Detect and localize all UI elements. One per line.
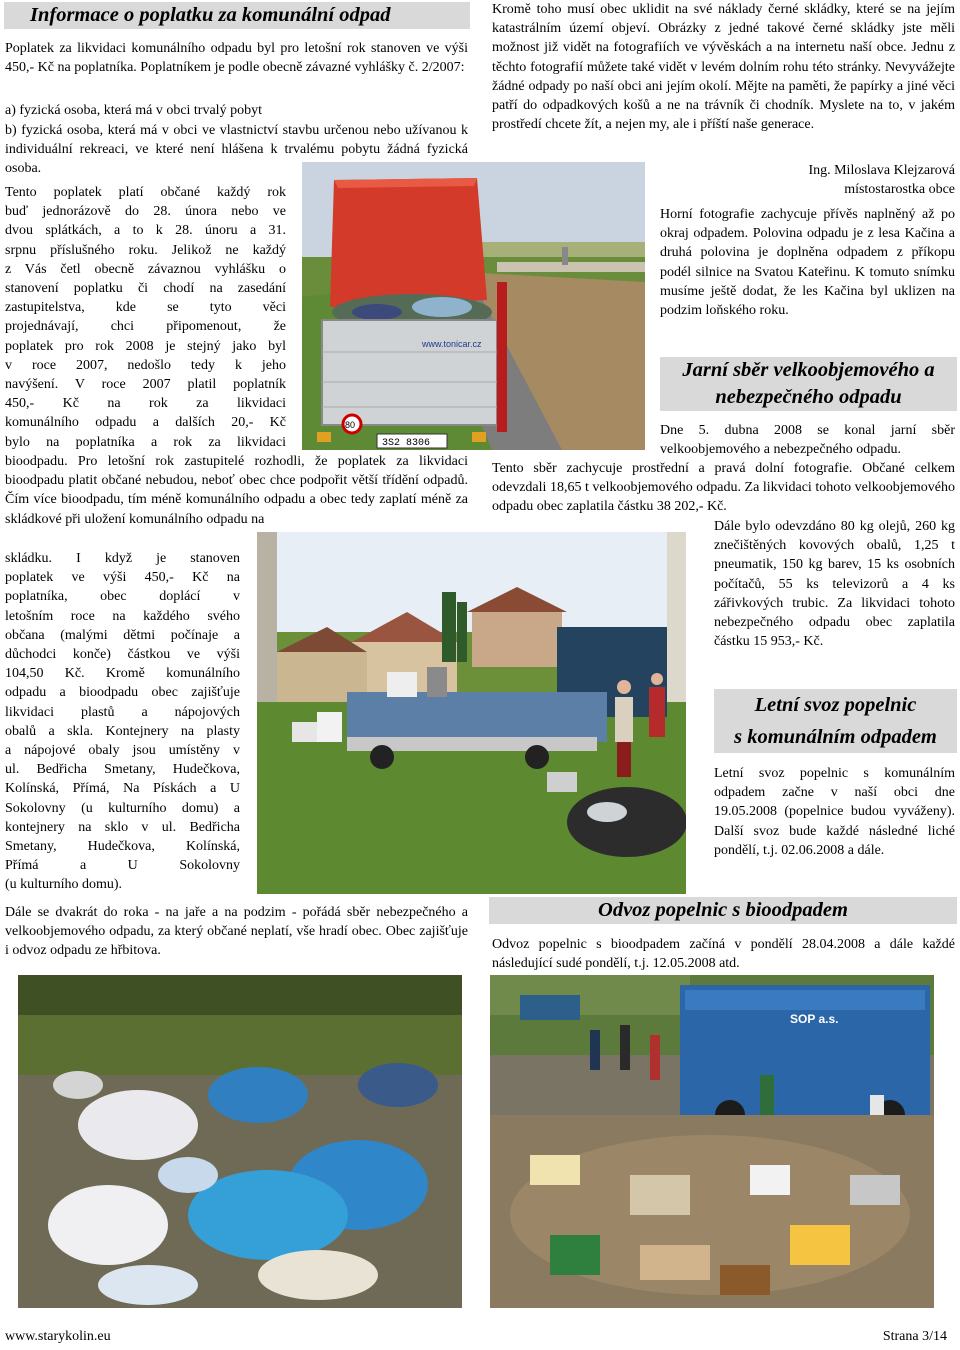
fee-line: projednávají, chci připomenout, že xyxy=(5,319,286,335)
narrow-line: letošním roce na každého svého xyxy=(5,608,240,624)
payer-b: b) fyzická osoba, která má v obci ve vlastnictví stavbu určenou nebo užívanou k individuální rekreaci, ve které není hlášena k trvalému pobytu žádná fyzická osoba. xyxy=(5,123,468,177)
footer-url[interactable]: www.starykolin.eu xyxy=(5,1329,111,1344)
fee-line: zastupitelstva, kde se tyto věci xyxy=(5,300,286,316)
page-number: Strana 3/14 xyxy=(882,1329,947,1344)
spring-heading-line-1: Jarní sběr velkoobjemového a xyxy=(682,359,935,381)
narrow-line: poplatníka, obec doplácí v xyxy=(5,589,240,605)
narrow-line: Kolínská, Přímá, Na Pískách a U xyxy=(5,781,240,797)
fee-line: navýšení. V roce 2007 platil poplatník xyxy=(5,377,286,393)
bioodpad-paragraph: bioodpadu. Pro letošní rok zastupitelé rozhodli, že poplatek za likvidaci bioodpadu platit občané nebudou, neboť obec chce podpořit větší třídění odpadů. Čím více bioodpadu, tím méně komunálního odpadu a obec tedy zaplatí méně za skládkové při uložení komunálního odpadu na xyxy=(5,454,468,527)
spring-paragraph-1b: velkoobjemového a nebezpečného odpadu. xyxy=(660,442,902,457)
narrow-line: poplatek ve výši 450,- Kč na xyxy=(5,570,240,586)
fee-line: z Vás četl obecně závaznou vyhlášku o xyxy=(5,261,286,277)
payer-a: a) fyzická osoba, která má v obci trvalý pobyt xyxy=(5,103,262,118)
narrow-line: Přímá a U Sokolovny xyxy=(5,858,240,874)
signature-name: Ing. Miloslava Klejzarová xyxy=(808,163,955,178)
narrow-line: 104,50 Kč. Kromě komunálního xyxy=(5,666,240,682)
photo-caption: Horní fotografie zachycuje přívěs naplněný až po okraj odpadem. Polovina odpadu je z lesa Kačina a druhá polovina je doplněna odpadem z příkopu podél silnice na Svatou Kateřinu. K tomuto snímku musíme ještě dodat, že les Kačina byl uklizen na podzim loňského roku. xyxy=(660,207,955,319)
heading-bio-collection: Odvoz popelnic s bioodpadem xyxy=(489,897,957,924)
fee-line: poplatek pro rok 2008 je stejný jako byl xyxy=(5,338,286,354)
narrow-line: skládku. I když je stanoven xyxy=(5,551,240,566)
collection-village-photo xyxy=(257,532,686,894)
narrow-line: důchodci konče) částkou ve výši xyxy=(5,647,240,663)
summer-paragraph: Letní svoz popelnic s komunálním odpadem začne v naší obci dne 19.05.2008 (popelnice budou vyváženy). Další svoz bude každé následné liché pondělí, t.j. 02.06.2008 a dále. xyxy=(714,766,955,858)
fee-line: stanovení poplatku či chodí na zasedání xyxy=(5,281,286,297)
narrow-line: obalů a skla. Kontejnery na plasty xyxy=(5,723,240,739)
narrow-line: odpadu a bioodpadu obec zajišťuje xyxy=(5,685,240,701)
signature-role: místostarostka obce xyxy=(844,182,955,197)
narrow-line: a nápojové obaly jsou umístěny v xyxy=(5,743,240,759)
heading-komunalni-odpad: Informace o poplatku za komunální odpad xyxy=(4,2,470,29)
garbage-truck-photo xyxy=(490,975,934,1308)
fee-line: 450,- Kč na rok za likvidaci xyxy=(5,396,286,412)
fee-text-block xyxy=(5,183,286,452)
spring-paragraph-1a: Dne 5. dubna 2008 se konal jarní sběr xyxy=(660,423,955,438)
spring-paragraph-3: Dále bylo odevzdáno 80 kg olejů, 260 kg znečištěných kovových obalů, 1,25 t pneumatik, 150 kg barev, 15 ks osobních počítačů, 55 ks televizorů a 4 ks zářivkových trubic. Za likvidaci tohoto nebezpečného odpadu obec zaplatila částku 15 953,- Kč. xyxy=(714,519,955,650)
truck-brand-label: SOP a.s. xyxy=(790,1012,839,1026)
narrow-text-block xyxy=(5,549,240,895)
fee-line: srpnu příslušného roku. Jelikož ne každý xyxy=(5,242,286,258)
heading-summer-collection xyxy=(714,689,957,753)
license-plate: 3S2 8306 xyxy=(382,438,431,449)
spring-paragraph-2: Tento sběr zachycuje prostřední a pravá dolní fotografie. Občané celkem odevzdali 18,65 t velkoobjemového odpadu. Za likvidaci tohoto velkoobjemového odpadu obec zaplatila částku 38 202,- Kč. xyxy=(492,461,955,515)
outro-paragraph: Dále se dvakrát do roka - na jaře a na podzim - pořádá sběr nebezpečného a velkoobjemového odpadu, za který občané neplatí, vše hradí obec. Obec zajišťuje i odvoz odpadu ze hřbitova. xyxy=(5,905,468,959)
fee-line: Tento poplatek platí občané každý rok xyxy=(5,185,286,200)
summer-heading-line-1: Letní svoz popelnic xyxy=(754,694,917,716)
narrow-line: ul. Bedřicha Smetany, Hudečkova, xyxy=(5,762,240,778)
narrow-line: kontejnery na sklo v ul. Bedřicha xyxy=(5,819,240,835)
narrow-line: Smetany, Hudečkova, Kolínská, xyxy=(5,839,240,855)
fee-line: buď jednorázově do 28. února nebo ve xyxy=(5,204,286,220)
trailer-brand-label: www.tonicar.cz xyxy=(422,339,482,349)
fee-line: v roce 2007, nedošlo tedy k jeho xyxy=(5,357,286,373)
narrow-line: Sokolovny (u kulturního domu) a xyxy=(5,800,240,816)
summer-heading-line-2: s komunálním odpadem xyxy=(734,726,937,748)
fee-line: komunálního odpadu a dalších 20,- Kč xyxy=(5,415,286,431)
narrow-line: likvidaci plastů a nápojových xyxy=(5,704,240,720)
trailer-photo xyxy=(302,162,645,450)
narrow-line: občana (malými dětmi počínaje a xyxy=(5,627,240,643)
landfill-paragraph: Kromě toho musí obec uklidit na své náklady černé skládky, které se na jejím katastrálním území objeví. Obrázky z jedné takové černé skládky jste měli možnost již vidět na fotografiích ve vývěskách a na internetu naší obce. Jednu z těchto fotografií můžete také vidět v levém dolním rohu této stránky. Nevyvážejte žádné odpady po naší obci ani jejím okolí. Mějte na paměti, že papírky a jiné věci patří do odpadkových košů a ne na trávník či chodník. Myslete na to, v jakém prostředí chcete žít, a nejen my, ale i příští naše generace. xyxy=(492,2,955,133)
fee-line: bylo na poplatníka a rok za likvidaci xyxy=(5,434,286,450)
illegal-dump-photo xyxy=(18,975,462,1308)
intro-paragraph: Poplatek za likvidaci komunálního odpadu byl pro letošní rok stanoven ve výši 450,- Kč na poplatníka. Poplatníkem je podle obecně závazné vyhlášky č. 2/2007: xyxy=(5,41,468,76)
narrow-line: (u kulturního domu). xyxy=(5,877,123,893)
heading-spring-collection xyxy=(660,357,957,411)
spring-heading-line-2: nebezpečného odpadu xyxy=(715,386,902,408)
speed-sign: 80 xyxy=(345,420,356,430)
bio-paragraph: Odvoz popelnic s bioodpadem začíná v pondělí 28.04.2008 a dále každé následující sudé pondělí, t.j. 12.05.2008 atd. xyxy=(492,937,955,972)
fee-line: dvou splátkách, a to k 28. únoru a 31. xyxy=(5,223,286,239)
